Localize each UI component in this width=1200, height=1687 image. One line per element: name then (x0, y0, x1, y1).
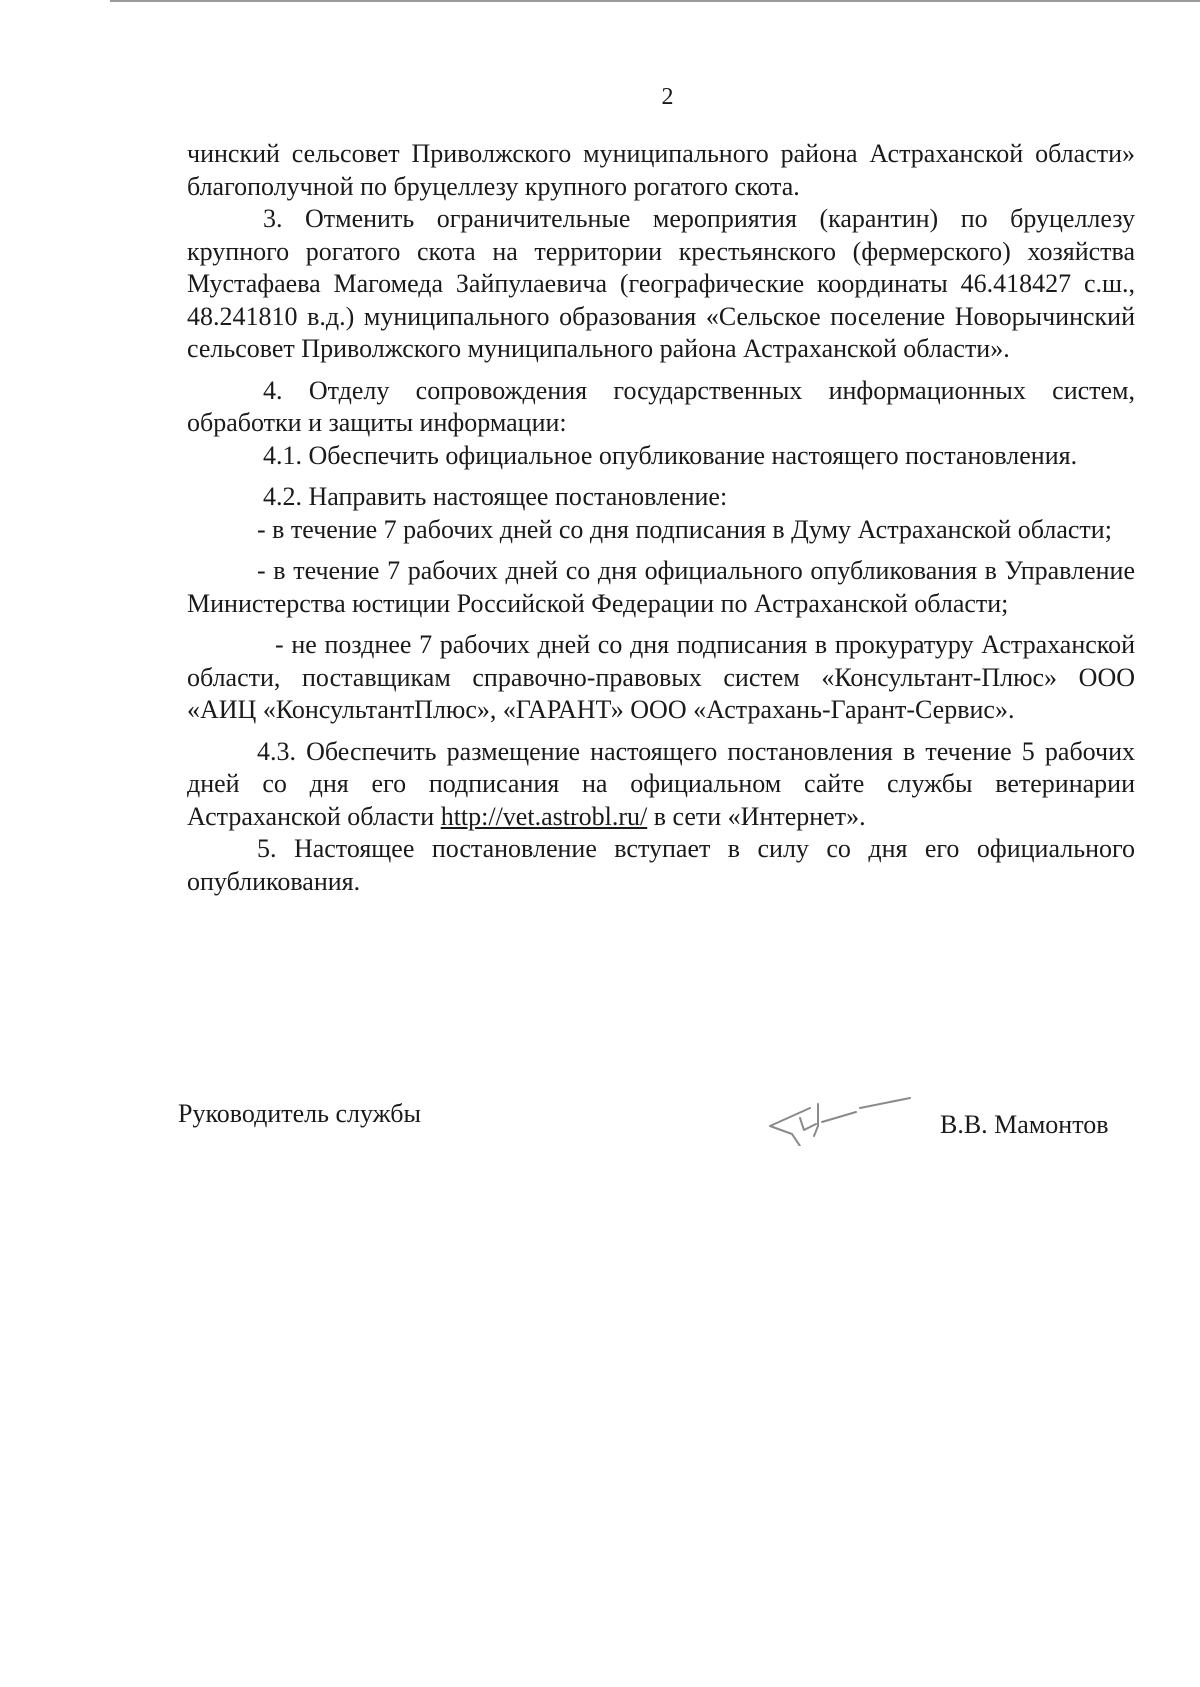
paragraph-4-3-tail: в сети «Интернет». (647, 801, 866, 831)
list-item-prosecutor: - не позднее 7 рабочих дней со дня подписания в прокуратуру Астраханской области, поставщикам справочно-правовых систем «Консультант-Плюс» ООО «АИЦ «КонсультантПлюс», «ГАРАНТ» ООО «Астрахань-Гарант-Сервис». (187, 630, 1135, 724)
handwritten-signature (760, 1086, 920, 1146)
paragraph-5: 5. Настоящее постановление вступает в силу со дня его официального опубликования. (187, 834, 1135, 896)
scan-top-edge (110, 0, 1200, 2)
signer-title: Руководитель службы (178, 1099, 421, 1128)
website-link[interactable]: http://vet.astrobl.ru/ (440, 801, 648, 831)
page-number: 2 (661, 84, 674, 110)
list-item-ministry-of-justice: - в течение 7 рабочих дней со дня официального опубликования в Управление Министерства юстиции Российской Федерации по Астраханской области; (187, 556, 1135, 618)
paragraph-3: 3. Отменить ограничительные мероприятия (карантин) по бруцеллезу крупного рогатого скота на территории крестьянского (фермерского) хозяйства Мустафаева Магомеда Зайпулаевича (географические координаты 46.418427 с.ш., 48.241810 в.д.) муниципального образования «Сельское поселение Новорычинский сельсовет Приволжского муниципального района Астраханской области». (187, 204, 1135, 363)
document-body (187, 138, 1135, 898)
paragraph-4-3-text: 4.3. Обеспечить размещение настоящего постановления в течение 5 рабочих дней со дня его подписания на официальном сайте службы ветеринарии Астраханской области (187, 736, 1135, 831)
paragraph-4-3 (187, 736, 1135, 834)
paragraph-continuation: чинский сельсовет Приволжского муниципального района Астраханской области» благополучной по бруцеллезу крупного рогатого скота. (187, 139, 1135, 201)
paragraph-4-1: 4.1. Обеспечить официальное опубликование настоящего постановления. (263, 440, 1078, 470)
paragraph-4: 4. Отделу сопровождения государственных информационных систем, обработки и защиты информации: (187, 375, 1135, 437)
list-item-duma: - в течение 7 рабочих дней со дня подписания в Думу Астраханской области; (257, 514, 1112, 544)
paragraph-4-2: 4.2. Направить настоящее постановление: (263, 482, 728, 511)
signer-name: В.В. Мамонтов (940, 1110, 1109, 1139)
